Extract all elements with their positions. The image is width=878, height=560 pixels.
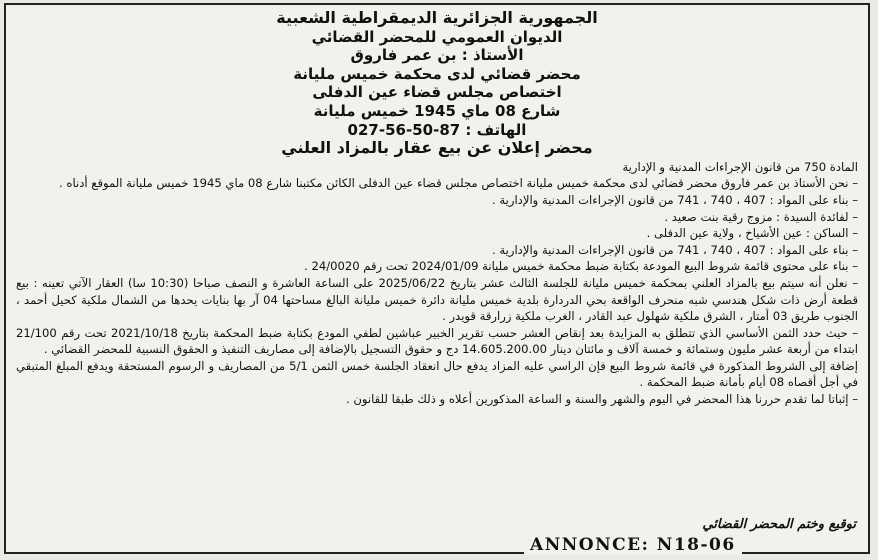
paragraph: – نعلن أنه سيتم بيع بالمزاد العلني بمحكمة خميس مليانة للجلسة الثالث عشر بتاريخ 2025/06/22 على الساعة العاشرة و النصف صباحا (10:30 سا) العقار الآتي تعينه : بيع قطعة أرض ذات شكل هندسي شبه منحرف الواقعة بحي الدردارة بلدية خميس مليانة دائرة خميس مليانة البالغ مساحتها 04 آر بها بنايات يحدها من الشمال ملكية كحيل أحمد ، الجنوب طريق 03 أمتار ، الشرق ملكية شهلول عبد القادر ، الغرب ملكية زرارقة قويدر . (16, 275, 859, 324)
office-address: شارع 08 ماي 1945 خميس مليانة (313, 101, 561, 120)
paragraph: – بناء على المواد : 407 ، 740 ، 741 من قانون الإجراءات المدنية والإدارية . (492, 242, 858, 257)
paragraph: المادة 750 من قانون الإجراءات المدنية و الإدارية (622, 159, 858, 174)
bailiff-name: الأستاذ : بن عمر فاروق (350, 46, 524, 65)
legal-notice-document (4, 3, 870, 554)
notice-title: محضر إعلان عن بيع عقار بالمزاد العلني (281, 138, 593, 158)
paragraph: – الساكن : عين الأشياخ ، ولاية عين الدفلى . (646, 226, 858, 241)
paragraph: – بناء على المواد : 407 ، 740 ، 741 من قانون الإجراءات المدنية والإدارية . (492, 192, 858, 207)
paragraph: – إثباتا لما تقدم حررنا هذا المحضر في اليوم والشهر والسنة و الساعة المذكورين أعلاه و ذلك طبقا للقانون . (346, 392, 858, 407)
paragraph: – لفائدة السيدة : مزوج رقية بنت صعيد . (664, 209, 858, 224)
paragraph: – بناء على محتوى قائمة شروط البيع المودعة بكتابة ضبط محكمة خميس مليانة 2024/01/09 تحت رقم 24/0020 . (304, 259, 858, 274)
document-header (6, 5, 868, 158)
office-title: الديوان العمومي للمحضر القضائي (311, 27, 563, 46)
notice-body (6, 158, 868, 408)
paragraph: – نحن الأستاذ بن عمر فاروق محضر قضائي لدى محكمة خميس مليانة اختصاص مجلس قضاء عين الدفلى الكائن مكتبنا شارع 08 ماي 1945 خميس مليانة الموقع أدناه . (59, 176, 858, 191)
phone-number: الهاتف : 87-50-56-027 (347, 120, 527, 139)
republic-title: الجمهورية الجزائرية الديمقراطية الشعبية (276, 8, 598, 27)
annonce-number: ANNONCE: N18-06 (524, 535, 742, 555)
paragraph: إضافة إلى الشروط المذكورة في قائمة شروط البيع فإن الراسي عليه المزاد يدفع حال انعقاد الجلسة خمس الثمن 5/1 من المصاريف و الرسوم المستحقة ويدفع المبلغ المتبقي في أجل أقصاه 08 أيام بأمانة ضبط المحكمة . (16, 358, 858, 390)
signature-line: توقيع وختم المحضر القضائي (702, 517, 856, 532)
paragraph: – حيث حدد الثمن الأساسي الذي تتطلق به المزايدة بعد إنقاص العشر حسب تقرير الخبير عباشين لطفي المودع بكتابة ضبط المحكمة بتاريخ 2021/10/18 تحت رقم 21/100 ابتداء من أربعة عشر مليون وستمائة و خمسة آلاف و مائتان دينار 14.605.200.00 دج و حقوق التسجيل بالإضافة إلى مصاريف التنفيذ و الحقوق النسبية للمحضر القضائي . (16, 325, 858, 357)
court-title: محضر قضائي لدى محكمة خميس مليانة (293, 64, 581, 83)
jurisdiction: اختصاص مجلس قضاء عين الدفلى (312, 83, 562, 102)
